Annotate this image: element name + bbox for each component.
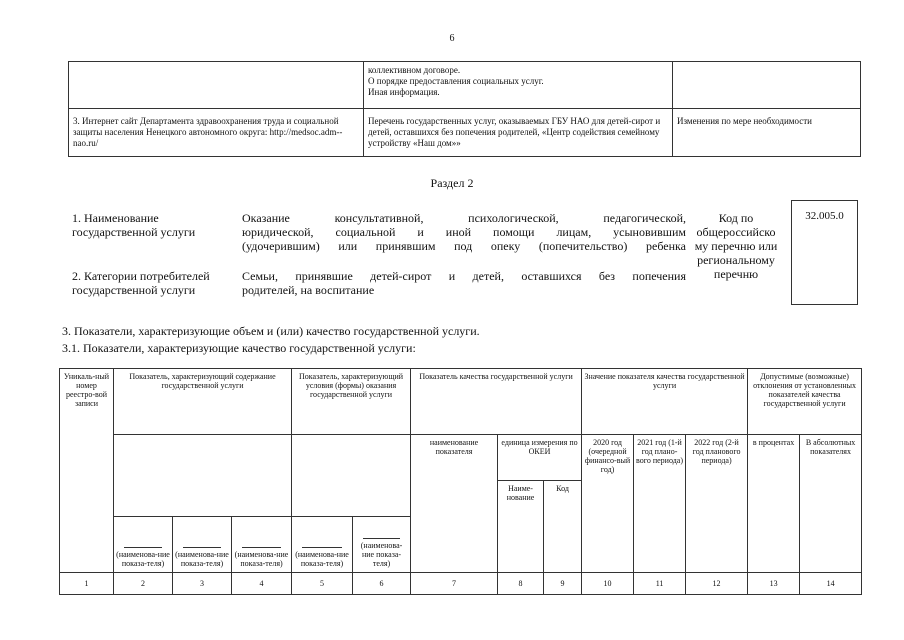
column-number: 11 bbox=[634, 573, 686, 595]
column-number-row bbox=[60, 573, 862, 595]
indicators-subtitle: 3.1. Показатели, характеризующие качество государственной услуги: bbox=[62, 341, 416, 355]
section-title: Раздел 2 bbox=[430, 176, 474, 190]
header-absolute: В абсолютных показателях bbox=[800, 435, 862, 573]
header-indicator-name-2: (наименова-ние показа-теля) bbox=[114, 517, 173, 573]
table-row bbox=[69, 62, 861, 109]
column-number: 12 bbox=[686, 573, 748, 595]
text-line: О порядке предоставления социальных услуг. bbox=[368, 76, 544, 86]
label-line: перечню bbox=[713, 267, 759, 281]
text-line: (удочерившим) или принявшим под опеку (попечительство) ребенка bbox=[242, 239, 686, 253]
column-number: 14 bbox=[800, 573, 862, 595]
header-unit-name: Наиме-нование bbox=[498, 481, 544, 573]
label-line: 1. Наименование bbox=[72, 211, 159, 225]
text-line: Оказание консультативной, психологической, педагогической, bbox=[242, 211, 686, 225]
label-line: государственной услуги bbox=[72, 283, 196, 297]
header-indicator-values: Значение показателя качества государственной услуги bbox=[582, 369, 748, 435]
column-number: 5 bbox=[292, 573, 353, 595]
column-number: 4 bbox=[232, 573, 292, 595]
label-line: 2. Категории потребителей bbox=[72, 269, 210, 283]
service-name-value bbox=[242, 211, 686, 253]
header-unit: единица измерения по ОКЕИ bbox=[498, 435, 582, 481]
text-line: Иная информация. bbox=[368, 87, 440, 97]
page-number: 6 bbox=[449, 33, 455, 44]
label-line: государственной услуги bbox=[72, 225, 196, 239]
table-header-row bbox=[60, 369, 862, 435]
header-conditions-indicator: Показатель, характеризующий условия (формы) оказания государственной услуги bbox=[292, 369, 411, 435]
indicators-title: 3. Показатели, характеризующие объем и (или) качество государственной услуги. bbox=[62, 324, 480, 338]
consumers-value bbox=[242, 269, 686, 297]
table-cell: Перечень государственных услуг, оказываемых ГБУ НАО для детей-сирот и детей, оставшихся без попечения родителей, «Центр содействия семейному устройству «Наш дом»» bbox=[364, 109, 673, 157]
column-number: 6 bbox=[353, 573, 411, 595]
code-label bbox=[683, 211, 789, 281]
header-quality-indicator: Показатель качества государственной услуги bbox=[411, 369, 582, 435]
quality-indicators-table bbox=[59, 368, 862, 595]
column-number: 9 bbox=[544, 573, 582, 595]
column-number: 10 bbox=[582, 573, 634, 595]
text-line: коллективном договоре. bbox=[368, 65, 461, 75]
header-spacer bbox=[114, 435, 292, 517]
service-name-label bbox=[72, 211, 237, 239]
column-number: 7 bbox=[411, 573, 498, 595]
header-indicator-name-5: (наименова-ние показа-теля) bbox=[292, 517, 353, 573]
label-line: му перечню или bbox=[694, 239, 778, 253]
label-line: общероссийско bbox=[696, 225, 776, 239]
header-year-2022: 2022 год (2-й год планового периода) bbox=[686, 435, 748, 573]
header-deviation: Допустимые (возможные) отклонения от установленных показателей качества государственной услуги bbox=[748, 369, 862, 435]
table-row bbox=[69, 109, 861, 157]
table-cell: 3. Интернет сайт Департамента здравоохранения труда и социальной защиты населения Ненецкого автономного округа: http://medsoc.adm--nao.ru/ bbox=[69, 109, 364, 157]
table-cell bbox=[69, 62, 364, 109]
header-indicator-name-4: (наименова-ние показа-теля) bbox=[232, 517, 292, 573]
header-unit-code: Код bbox=[544, 481, 582, 573]
column-number: 8 bbox=[498, 573, 544, 595]
table-cell: Изменения по мере необходимости bbox=[673, 109, 861, 157]
column-number: 3 bbox=[173, 573, 232, 595]
header-percent: в процентах bbox=[748, 435, 800, 573]
header-year-2020: 2020 год (очередной финансо-вый год) bbox=[582, 435, 634, 573]
header-spacer bbox=[292, 435, 411, 517]
column-number: 2 bbox=[114, 573, 173, 595]
table-cell bbox=[364, 62, 673, 109]
header-indicator-name: наименование показателя bbox=[411, 435, 498, 573]
label-line: региональному bbox=[697, 253, 775, 267]
header-indicator-name-6: (наименова-ние показа-теля) bbox=[353, 517, 411, 573]
table-cell bbox=[673, 62, 861, 109]
label-line: Код по bbox=[718, 211, 754, 225]
code-value-box: 32.005.0 bbox=[791, 200, 858, 305]
header-content-indicator: Показатель, характеризующий содержание государственной услуги bbox=[114, 369, 292, 435]
text-line: родителей, на воспитание bbox=[242, 283, 375, 297]
column-number: 1 bbox=[60, 573, 114, 595]
consumers-label bbox=[72, 269, 242, 297]
top-continuation-table bbox=[68, 61, 861, 157]
header-year-2021: 2021 год (1-й год плано-вого периода) bbox=[634, 435, 686, 573]
text-line: Семьи, принявшие детей-сирот и детей, оставшихся без попечения bbox=[242, 269, 686, 283]
header-unique-number: Уникаль-ный номер реестро-вой записи bbox=[60, 369, 114, 573]
text-line: юридической, социальной и иной помощи лицам, усыновившим bbox=[242, 225, 686, 239]
header-indicator-name-3: (наименова-ние показа-теля) bbox=[173, 517, 232, 573]
column-number: 13 bbox=[748, 573, 800, 595]
table-header-row bbox=[60, 435, 862, 481]
